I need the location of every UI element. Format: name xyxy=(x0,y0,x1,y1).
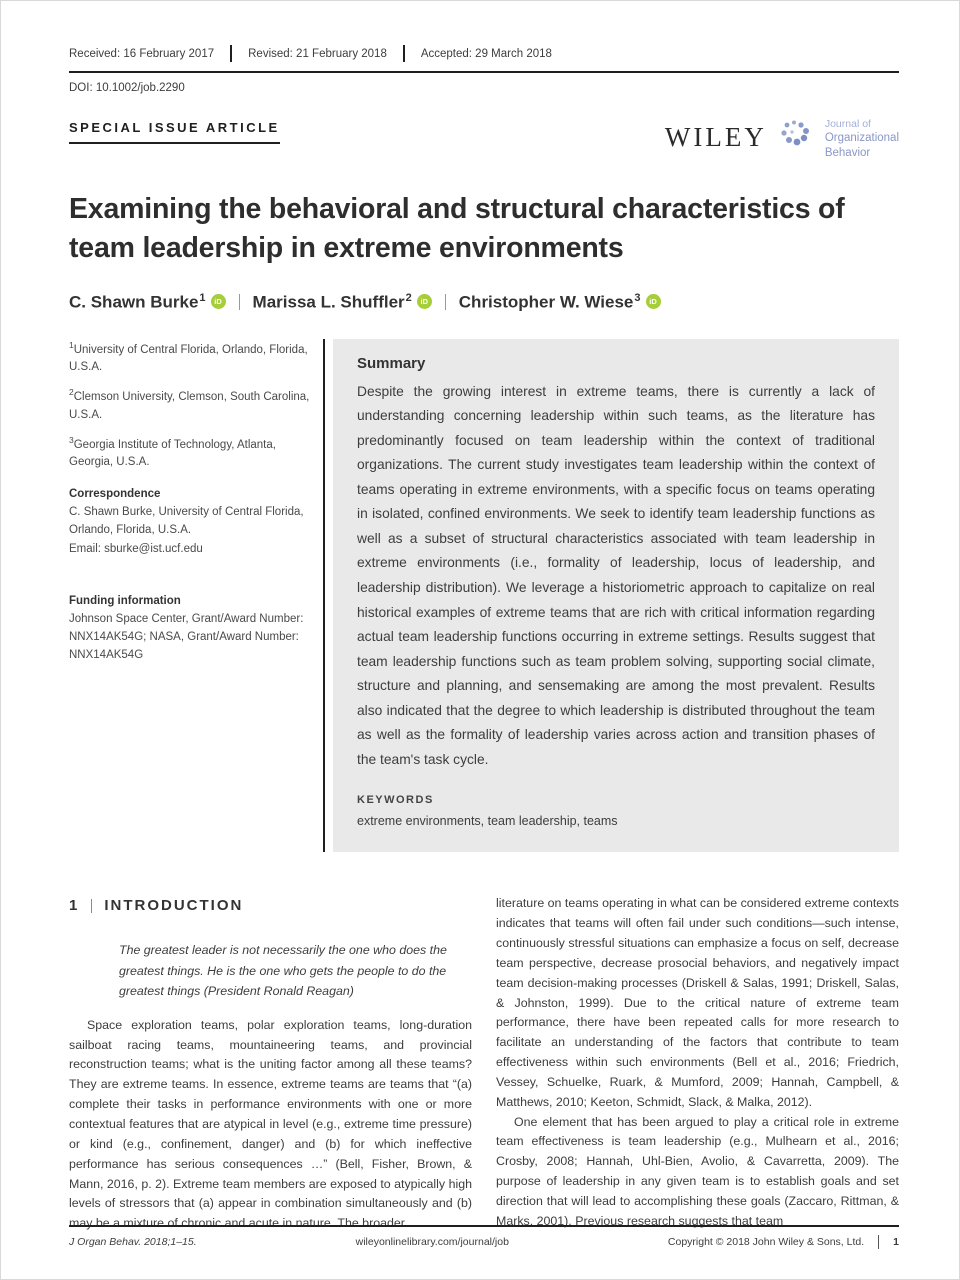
funding-heading: Funding information xyxy=(69,595,181,608)
page-footer xyxy=(69,1225,899,1249)
paragraph: Space exploration teams, polar exploration teams, long-duration sailboat racing teams, mountaineering teams, and provincial reconstruction teams; what is the uniting factor among all these teams? They are extreme teams. In essence, extreme teams are teams that “(a) complete their tasks in performance environments with one or more contextual features that are atypical in level (e.g., extreme time pressure) or kind (e.g., confinement, danger) and (b) for which ineffective performance has serious consequences …” (Bell, Fisher, Brown, & Mann, 2016, p. 2). Extreme team members are exposed to atypically high levels of stressors that (a) appear in combination simultaneously and (b) may be a mixture of chronic and acute in nature. The broader xyxy=(69,1017,472,1231)
doi: DOI: 10.1002/job.2290 xyxy=(69,82,185,94)
author-divider xyxy=(239,294,240,310)
article-type-label: SPECIAL ISSUE ARTICLE xyxy=(69,120,280,144)
side-column xyxy=(69,339,315,853)
paragraph: One element that has been argued to play a critical role in extreme team effectiveness is team leadership (e.g., Mulhearn et al., 2016; Crosby, 2008; Hannah, Uhl-Bien, Avolio, & Cavarretta, 2009). The purpose of leadership in any given team is to establish goals and set direction that will lead to accomplishing these goals (Zaccaro, Rittman, & Marks, 2001). Previous research suggests that team xyxy=(496,1114,899,1228)
author-line xyxy=(69,292,899,313)
correspondence-body: C. Shawn Burke, University of Central Florida, Orlando, Florida, U.S.A. xyxy=(69,505,304,536)
summary-box xyxy=(333,339,899,853)
received-date: Received: 16 February 2017 xyxy=(69,47,215,60)
footer-divider xyxy=(878,1235,879,1249)
section-heading xyxy=(69,894,472,918)
footer-citation: J Organ Behav. 2018;1–15. xyxy=(69,1236,197,1248)
section-divider xyxy=(91,899,92,913)
wiley-logo: WILEY xyxy=(664,122,767,153)
page-number: 1 xyxy=(893,1236,899,1248)
type-row xyxy=(69,120,899,160)
keywords-text: extreme environments, team leadership, teams xyxy=(357,814,618,829)
journal-name: Journal of Organizational Behavior xyxy=(824,118,899,159)
author: C. Shawn Burke$^1$ iD xyxy=(69,292,226,313)
footer-copyright: Copyright © 2018 John Wiley & Sons, Ltd. xyxy=(667,1236,865,1248)
orcid-icon: iD xyxy=(646,294,661,309)
paragraph: literature on teams operating in what can be considered extreme contexts indicates that teams will often fail under such conditions—such intense, continuously stressful situations can emphasize a focus on self, decrease team perspective, decrease prosocial behaviors, and negatively impact team decision-making processes (Driskell & Salas, 1991; Driskell, Salas, & Johnston, 1999). Due to the critical nature of extreme team performance, there have been repeated calls for more research to facilitate an understanding of the factors that contribute to team effectiveness within such environments (Bell et al., 2016; Friedrich, Vessey, Schuelke, Ruark, & Mumford, 2009; Hannah, Campbell, & Matthews, 2010; Keeton, Schmidt, Slack, & Malka, 2012). xyxy=(496,896,899,1109)
date-divider xyxy=(230,45,232,62)
orcid-icon: iD xyxy=(417,294,432,309)
wiley-dots-icon xyxy=(779,119,815,156)
accepted-date: Accepted: 29 March 2018 xyxy=(420,47,552,60)
orcid-icon: iD xyxy=(211,294,226,309)
keywords-heading: KEYWORDS xyxy=(357,794,434,807)
summary-text: Despite the growing interest in extreme teams, there is currently a lack of understanding concerning leadership within such teams, as the literature has predominantly focused on team leadership within the context of traditional organizations. The current study investigates team leadership within the context of teams operating in extreme environments, with a specific focus on teams operating in isolated, confined environments. We seek to identify team leadership functions as well as a subset of structural characteristics associated with team leadership in extreme environments (i.e., formality of leadership, locus of leadership, and leadership distribution). We leverage a historiometric approach to capitalize on real historical examples of extreme teams that are rich with critical information regarding actual team leadership functions occurring in extreme settings. Results suggest that team leadership functions such as team problem solving, supporting social climate, structure and planning, and sensemaking are among the most prevalent. Results also indicated that the degree to which leadership is distributed throughout the team as well as the formality of leadership varies across action and transition phases of the team's task cycle. xyxy=(357,383,875,767)
body-column-right xyxy=(496,894,899,1234)
author: Marissa L. Shuffler$^2$ iD xyxy=(253,292,432,313)
vertical-rule xyxy=(323,339,325,853)
author: Christopher W. Wiese$^3$ iD xyxy=(459,292,661,313)
summary-heading: Summary xyxy=(357,354,426,372)
epigraph-quote: The greatest leader is not necessarily the one who does the greatest things. He is the one who gets the people to do the greatest things (President Ronald Reagan) xyxy=(119,943,447,999)
footer-url: wileyonlinelibrary.com/journal/job xyxy=(355,1236,509,1248)
affiliation: $^1$University of Central Florida, Orlando, Florida, U.S.A. xyxy=(69,339,308,374)
correspondence-email: Email: sburke@ist.ucf.edu xyxy=(69,543,203,556)
body-columns xyxy=(69,894,899,1234)
correspondence-heading: Correspondence xyxy=(69,487,161,500)
dates-row xyxy=(69,45,899,73)
body-column-left xyxy=(69,894,472,1234)
info-grid xyxy=(69,339,899,853)
funding-body: Johnson Space Center, Grant/Award Number: NNX14AK54G; NASA, Grant/Award Number: NNX14AK54G xyxy=(69,613,304,661)
publisher-brand xyxy=(665,116,899,160)
revised-date: Revised: 21 February 2018 xyxy=(248,47,387,60)
section-title: INTRODUCTION xyxy=(104,897,244,915)
article-title: Examining the behavioral and structural characteristics of team leadership in extreme environments xyxy=(69,192,845,264)
author-divider xyxy=(445,294,446,310)
affiliation: $^3$Georgia Institute of Technology, Atlanta, Georgia, U.S.A. xyxy=(69,434,276,469)
section-number: 1 xyxy=(69,897,80,915)
date-divider xyxy=(403,45,405,62)
affiliation: $^2$Clemson University, Clemson, South Carolina, U.S.A. xyxy=(69,387,310,421)
